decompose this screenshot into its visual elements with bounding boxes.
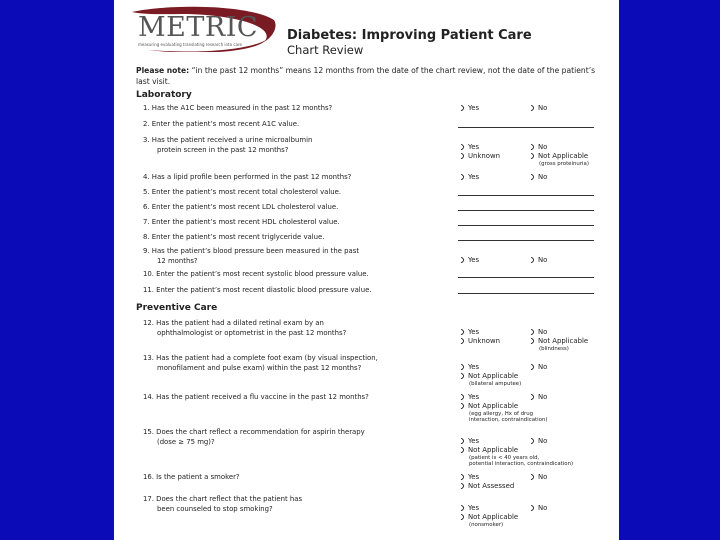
q15-na-note-2: potential interaction, contraindication) bbox=[469, 461, 574, 467]
q3-yes[interactable]: Yes bbox=[458, 143, 479, 152]
radio-icon bbox=[457, 152, 465, 160]
section-laboratory: Laboratory bbox=[136, 90, 192, 100]
q4-yes[interactable]: Yes bbox=[458, 173, 479, 182]
question-4: 4. Has a lipid profile been performed in the past 12 months? bbox=[143, 173, 352, 181]
radio-icon bbox=[457, 104, 465, 112]
radio-icon bbox=[527, 143, 535, 151]
radio-icon bbox=[527, 256, 535, 264]
question-12: 12. Has the patient had a dilated retinal exam by an ophthalmologist or optometrist in the past 12 months? bbox=[143, 319, 347, 337]
radio-icon bbox=[527, 473, 535, 481]
radio-icon bbox=[457, 328, 465, 336]
radio-icon bbox=[527, 328, 535, 336]
question-15: 15. Does the chart reflect a recommendation for aspirin therapy (dose ≥ 75 mg)? bbox=[143, 428, 365, 446]
question-1: 1. Has the A1C been measured in the past 12 months? bbox=[143, 104, 333, 112]
radio-icon bbox=[527, 393, 535, 401]
q12-no[interactable]: No bbox=[528, 328, 547, 337]
chart-review-form bbox=[114, 0, 619, 540]
q15-not-applicable[interactable]: Not Applicable bbox=[458, 446, 518, 455]
radio-icon bbox=[527, 104, 535, 112]
q16-not-assessed[interactable]: Not Assessed bbox=[458, 482, 514, 491]
radio-icon bbox=[457, 504, 465, 512]
question-6: 6. Enter the patient’s most recent LDL cholesterol value. bbox=[143, 203, 339, 211]
note-text: “in the past 12 months” means 12 months from the date of the chart review, not the date of the patient’s last visit. bbox=[136, 66, 596, 86]
question-16: 16. Is the patient a smoker? bbox=[143, 473, 240, 481]
radio-icon bbox=[457, 173, 465, 181]
question-14: 14. Has the patient received a flu vaccine in the past 12 months? bbox=[143, 393, 369, 401]
radio-icon bbox=[457, 337, 465, 345]
q14-no[interactable]: No bbox=[528, 393, 547, 402]
radio-icon bbox=[457, 473, 465, 481]
radio-icon bbox=[457, 437, 465, 445]
q15-na-note-1: (patient is < 40 years old, bbox=[469, 455, 540, 461]
radio-icon bbox=[457, 446, 465, 454]
q3-unknown[interactable]: Unknown bbox=[458, 152, 500, 161]
q15-yes[interactable]: Yes bbox=[458, 437, 479, 446]
radio-icon bbox=[527, 173, 535, 181]
q12-na-note: (blindness) bbox=[539, 346, 569, 352]
question-8: 8. Enter the patient’s most recent triglyceride value. bbox=[143, 233, 325, 241]
page-subtitle: Chart Review bbox=[287, 43, 364, 57]
q17-no[interactable]: No bbox=[528, 504, 547, 513]
q15-no[interactable]: No bbox=[528, 437, 547, 446]
q14-yes[interactable]: Yes bbox=[458, 393, 479, 402]
q14-na-note-2: interaction, contraindication) bbox=[469, 417, 548, 423]
q13-na-note: (bilateral amputee) bbox=[469, 381, 522, 387]
q1-yes[interactable]: Yes bbox=[458, 104, 479, 113]
question-17: 17. Does the chart reflect that the patient has been counseled to stop smoking? bbox=[143, 495, 303, 513]
page-title: Diabetes: Improving Patient Care bbox=[287, 28, 532, 43]
q11-answer-line[interactable] bbox=[458, 293, 594, 294]
q13-yes[interactable]: Yes bbox=[458, 363, 479, 372]
radio-icon bbox=[457, 143, 465, 151]
radio-icon bbox=[457, 363, 465, 371]
radio-icon bbox=[527, 504, 535, 512]
q12-not-applicable[interactable]: Not Applicable bbox=[528, 337, 588, 346]
q3-na-note: (gross proteinuria) bbox=[539, 161, 589, 167]
radio-icon bbox=[527, 337, 535, 345]
radio-icon bbox=[527, 437, 535, 445]
q6-answer-line[interactable] bbox=[458, 210, 594, 211]
q14-na-note-1: (egg allergy, Hx of drug bbox=[469, 411, 534, 417]
q17-not-applicable[interactable]: Not Applicable bbox=[458, 513, 518, 522]
question-3: 3. Has the patient received a urine microalbumin protein screen in the past 12 months? bbox=[143, 136, 313, 154]
q14-not-applicable[interactable]: Not Applicable bbox=[458, 402, 518, 411]
q9-no[interactable]: No bbox=[528, 256, 547, 265]
q4-no[interactable]: No bbox=[528, 173, 547, 182]
radio-icon bbox=[457, 482, 465, 490]
q1-no[interactable]: No bbox=[528, 104, 547, 113]
q7-answer-line[interactable] bbox=[458, 225, 594, 226]
q9-yes[interactable]: Yes bbox=[458, 256, 479, 265]
radio-icon bbox=[457, 393, 465, 401]
note bbox=[136, 65, 596, 87]
section-preventive-care: Preventive Care bbox=[136, 303, 218, 313]
radio-icon bbox=[457, 256, 465, 264]
q13-no[interactable]: No bbox=[528, 363, 547, 372]
question-9: 9. Has the patient’s blood pressure been measured in the past 12 months? bbox=[143, 247, 360, 265]
q17-na-note: (nonsmoker) bbox=[469, 522, 504, 528]
q5-answer-line[interactable] bbox=[458, 195, 594, 196]
logo-text: METRIC bbox=[138, 12, 259, 43]
q3-no[interactable]: No bbox=[528, 143, 547, 152]
question-2: 2. Enter the patient’s most recent A1C value. bbox=[143, 120, 300, 128]
q12-unknown[interactable]: Unknown bbox=[458, 337, 500, 346]
q3-not-applicable[interactable]: Not Applicable bbox=[528, 152, 588, 161]
logo-tagline: measuring evaluating translating research into care bbox=[138, 42, 242, 47]
radio-icon bbox=[527, 152, 535, 160]
q2-answer-line[interactable] bbox=[458, 127, 594, 128]
q12-yes[interactable]: Yes bbox=[458, 328, 479, 337]
radio-icon bbox=[457, 372, 465, 380]
question-5: 5. Enter the patient’s most recent total cholesterol value. bbox=[143, 188, 342, 196]
q16-yes[interactable]: Yes bbox=[458, 473, 479, 482]
note-label: Please note: bbox=[136, 66, 190, 75]
question-10: 10. Enter the patient’s most recent systolic blood pressure value. bbox=[143, 270, 369, 278]
q10-answer-line[interactable] bbox=[458, 277, 594, 278]
q16-no[interactable]: No bbox=[528, 473, 547, 482]
question-13: 13. Has the patient had a complete foot exam (by visual inspection, monofilament and pulse exam) within the past 12 months? bbox=[143, 354, 378, 372]
radio-icon bbox=[457, 402, 465, 410]
question-7: 7. Enter the patient’s most recent HDL cholesterol value. bbox=[143, 218, 340, 226]
q8-answer-line[interactable] bbox=[458, 240, 594, 241]
radio-icon bbox=[527, 363, 535, 371]
radio-icon bbox=[457, 513, 465, 521]
q13-not-applicable[interactable]: Not Applicable bbox=[458, 372, 518, 381]
q17-yes[interactable]: Yes bbox=[458, 504, 479, 513]
question-11: 11. Enter the patient’s most recent diastolic blood pressure value. bbox=[143, 286, 372, 294]
